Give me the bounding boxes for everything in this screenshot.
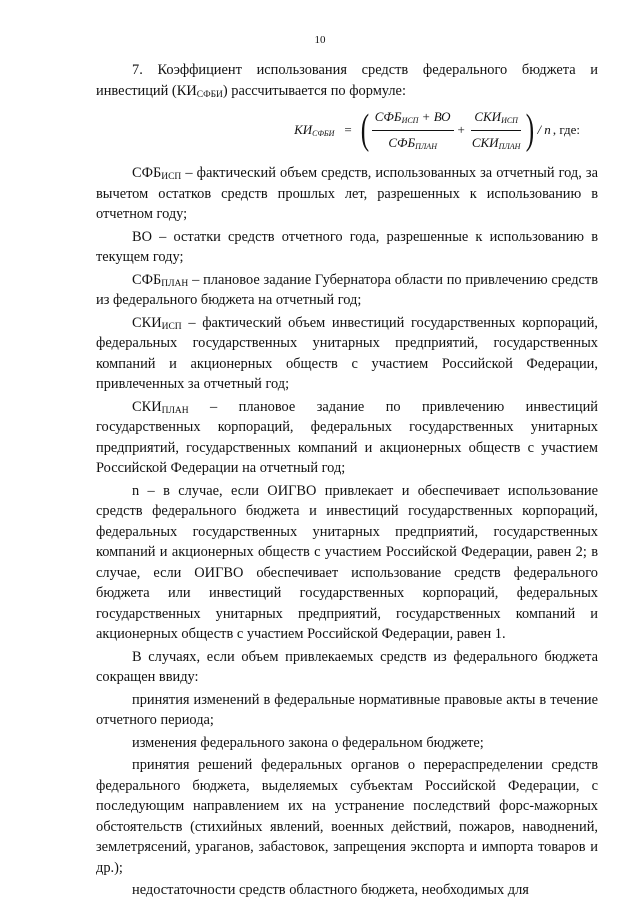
definition-vo: ВО – остатки средств отчетного года, разрешенные к использованию в текущем году; (96, 228, 598, 265)
paragraph-intro (96, 60, 598, 101)
document-body (96, 60, 598, 901)
definition-sfb-plan: $СФБ_{ПЛАН}$ – плановое задание Губернатора области по привлечению средств из федерального бюджета на отчетный год; (96, 271, 598, 308)
intro-subscript: СФБИ (196, 89, 223, 100)
case-item: недостаточности средств областного бюджета, необходимых для (132, 882, 529, 898)
formula-where: , где: (552, 121, 580, 137)
case-item: принятия решений федеральных органов о перераспределении средств федерального бюджета, выделяемых субъектам Российской Федерации, с последующим направлением их на устранение последствий форс-мажорных обстоятельств (стихийных явлений, военных действий, пожаров, наводнений, землетрясений, ураганов, забастовок, запрещения экспорта и импорта товаров и др.); (96, 757, 598, 876)
fraction-investment-denominator: $СКИ_{ПЛАН}$ (471, 134, 521, 151)
cases-intro: В случаях, если объем привлекаемых средств из федерального бюджета сокращен ввиду: (96, 648, 598, 685)
formula (96, 107, 598, 153)
formula-lhs: $КИ_{СФБИ}$ (294, 121, 335, 138)
formula-close-paren: ) (526, 107, 535, 153)
case-item: изменения федерального закона о федеральном бюджете; (132, 734, 484, 751)
case-item: принятия изменений в федеральные нормативные правовые акты в течение отчетного периода; (96, 691, 598, 728)
definition-ski-plan: $СКИ_{ПЛАН}$ – плановое задание по привлечению инвестиций государственных корпораций, федеральных государственных унитарных предприятий, государственных компаний и акционерных обществ с участием Российской Федерации на отчетный год; (96, 398, 598, 476)
definition-sfb-isp: $СФБ_{ИСП}$ – фактический объем средств, использованных за отчетный год, за вычетом остатков средств прошлых лет, разрешенных к использованию в отчетном году; (96, 165, 598, 222)
definition-ski-isp: $СКИ_{ИСП}$ – фактический объем инвестиций государственных корпораций, федеральных государственных унитарных предприятий, государственных компаний и акционерных обществ с участием Российской Федерации, привлеченных за отчетный год; (96, 314, 598, 392)
formula-fraction-budget (372, 107, 454, 153)
definition-n: n – в случае, если ОИГВО привлекает и обеспечивает использование средств федерального бюджета и инвестиций государственных корпораций, федеральных государственных унитарных предприятий, государственных компаний и акционерных обществ с участием Российской Федерации, равен 2; в случае, если ОИГВО обеспечивает использование средств федерального бюджета или инвестиций государственных корпораций, федеральных государственных унитарных предприятий, государственных компаний и акционерных обществ с участием Российской Федерации, равен 1. (96, 482, 598, 642)
intro-text: 7. Коэффициент использования средств федерального бюджета и инвестиций (КИ (96, 62, 598, 99)
formula-open-paren: ( (360, 107, 369, 153)
formula-fraction-investment (469, 107, 524, 153)
fraction-budget-denominator: $СФБ_{ПЛАН}$ (388, 134, 437, 151)
intro-tail: ) рассчитывается по формуле: (222, 82, 406, 99)
formula-divisor: / n (537, 121, 551, 137)
fraction-investment-numerator: $СКИ_{ИСП}$ (471, 107, 521, 131)
formula-equals: = (344, 121, 352, 137)
formula-plus: + (457, 121, 465, 137)
page-number: 10 (314, 34, 326, 46)
fraction-budget-numerator: $СФБ_{ИСП}$ + ВО (372, 107, 454, 131)
